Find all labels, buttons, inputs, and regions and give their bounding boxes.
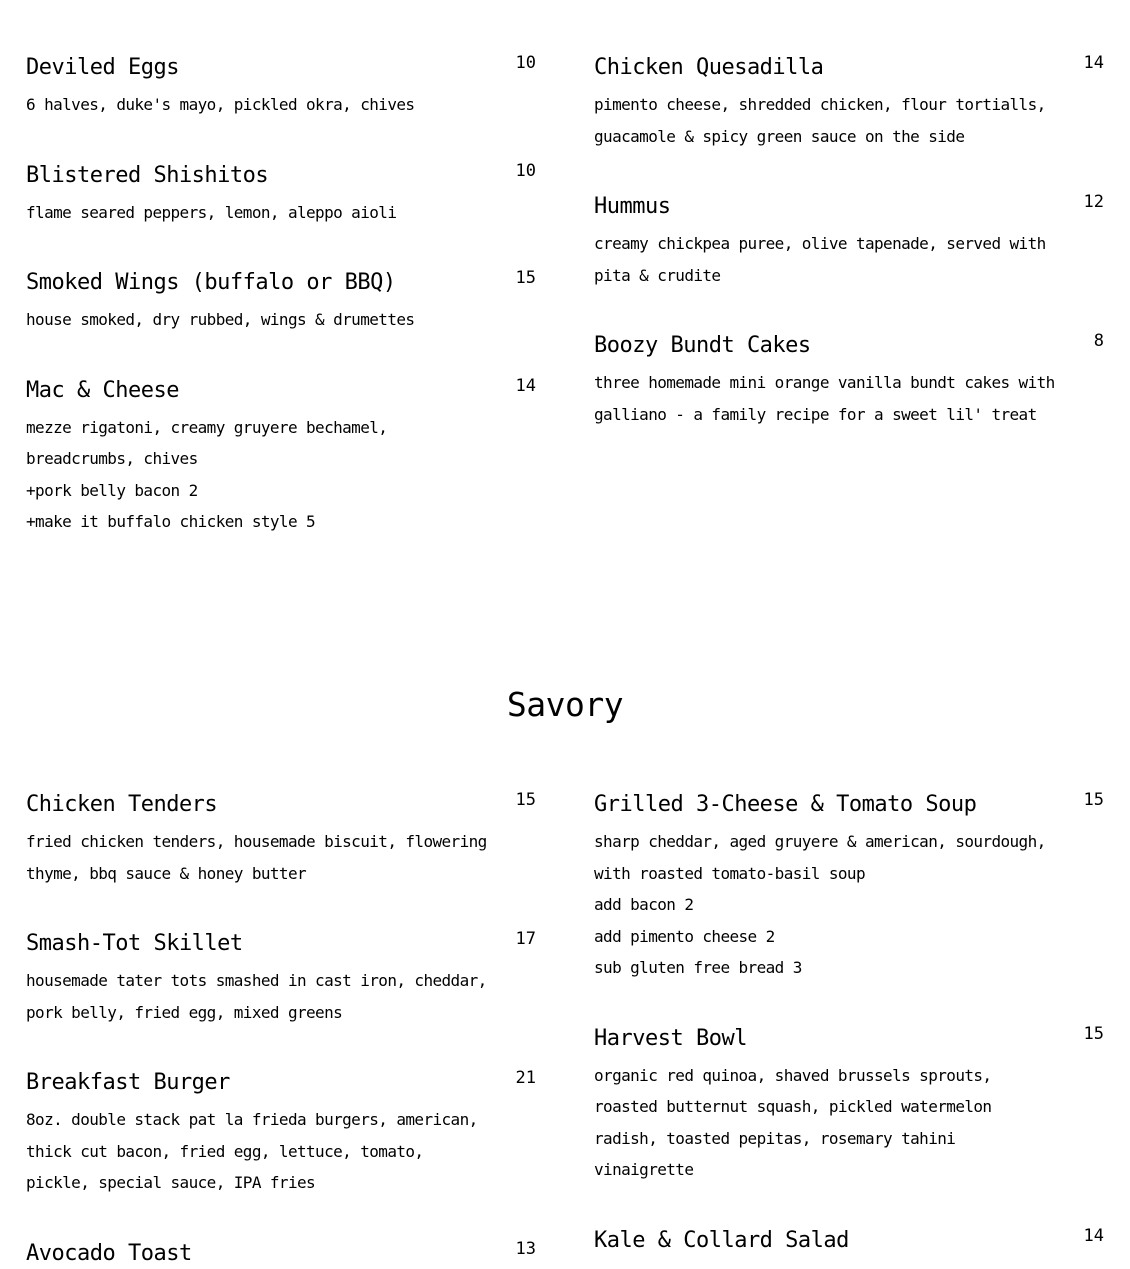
menu-item: [26, 1239, 536, 1269]
description-line: radish, toasted pepitas, rosemary tahini: [594, 1128, 956, 1148]
item-name: Avocado Toast: [26, 1240, 192, 1266]
item-price: 14: [515, 375, 536, 396]
item-price: 10: [515, 53, 536, 73]
item-price: 15: [1083, 1023, 1104, 1044]
top-left-column: [26, 0, 536, 538]
section-title-savory: Savory: [506, 685, 624, 724]
item-name: Deviled Eggs: [26, 55, 179, 80]
item-description: [594, 826, 1064, 984]
description-line: house smoked, dry rubbed, wings & drumettes: [26, 310, 415, 329]
menu-item: [26, 929, 536, 1028]
description-line: +make it buffalo chicken style 5: [26, 512, 316, 531]
item-name: Kale & Collard Salad: [594, 1227, 849, 1253]
menu-item: [26, 376, 536, 538]
savory-left-column: [26, 790, 536, 1269]
item-price: 14: [1083, 53, 1104, 73]
item-description: [26, 1104, 496, 1199]
description-line: pimento cheese, shredded chicken, flour tortialls,: [594, 95, 1046, 114]
description-line: fried chicken tenders, housemade biscuit, flowering: [26, 832, 487, 851]
menu-item: [26, 1068, 536, 1199]
description-line: flame seared peppers, lemon, aleppo aioli: [26, 202, 397, 222]
description-line: organic red quinoa, shaved brussels sprouts,: [594, 1065, 992, 1085]
description-line: vinaigrette: [594, 1160, 694, 1179]
item-name: Hummus: [594, 194, 671, 219]
item-description: [26, 826, 496, 889]
description-line: pita & crudite: [594, 265, 721, 285]
description-line: add pimento cheese 2: [594, 926, 775, 946]
menu-item: [26, 790, 536, 889]
description-line: 6 halves, duke's mayo, pickled okra, chives: [26, 95, 415, 114]
item-name: Mac & Cheese: [26, 377, 179, 403]
menu-item: [594, 1226, 1104, 1256]
description-line: housemade tater tots smashed in cast iron, cheddar,: [26, 971, 487, 990]
savory-right-column: [594, 790, 1104, 1256]
item-description: [26, 304, 496, 336]
description-line: pork belly, fried egg, mixed greens: [26, 1002, 343, 1022]
description-line: sharp cheddar, aged gruyere & american, sourdough,: [594, 832, 1046, 851]
description-line: three homemade mini orange vanilla bundt cakes with: [594, 373, 1055, 392]
item-price: 14: [1083, 1225, 1104, 1246]
description-line: mezze rigatoni, creamy gruyere bechamel,: [26, 417, 388, 437]
description-line: breadcrumbs, chives: [26, 449, 198, 468]
description-line: galliano - a family recipe for a sweet lil' treat: [594, 404, 1037, 424]
menu-item: [594, 331, 1104, 430]
description-line: pickle, special sauce, IPA fries: [26, 1173, 316, 1192]
item-price: 17: [515, 929, 536, 949]
item-description: [26, 965, 496, 1028]
menu-item: [26, 53, 536, 121]
description-line: +pork belly bacon 2: [26, 480, 198, 500]
description-line: creamy chickpea puree, olive tapenade, served with: [594, 234, 1046, 253]
item-name: Chicken Quesadilla: [594, 55, 824, 80]
item-name: Breakfast Burger: [26, 1070, 230, 1095]
item-name: Harvest Bowl: [594, 1025, 747, 1051]
item-description: [594, 228, 1064, 291]
item-price: 15: [515, 790, 536, 810]
item-name: Blistered Shishitos: [26, 162, 269, 188]
item-description: [26, 197, 496, 229]
item-name: Smoked Wings (buffalo or BBQ): [26, 270, 396, 295]
item-name: Smash-Tot Skillet: [26, 931, 243, 956]
description-line: 8oz. double stack pat la frieda burgers, american,: [26, 1110, 478, 1129]
menu-item: [594, 192, 1104, 291]
item-description: [26, 89, 496, 121]
description-line: add bacon 2: [594, 895, 694, 914]
menu-item: [594, 790, 1104, 984]
item-price: 12: [1083, 192, 1104, 212]
description-line: sub gluten free bread 3: [594, 958, 802, 977]
description-line: guacamole & spicy green sauce on the side: [594, 126, 965, 146]
menu-item: [594, 1024, 1104, 1186]
description-line: roasted butternut squash, pickled watermelon: [594, 1097, 992, 1116]
item-price: 15: [1083, 790, 1104, 810]
item-price: 10: [515, 160, 536, 181]
item-name: Grilled 3-Cheese & Tomato Soup: [594, 792, 977, 817]
item-description: [594, 1060, 1064, 1186]
description-line: thick cut bacon, fried egg, lettuce, tomato,: [26, 1141, 424, 1161]
item-name: Chicken Tenders: [26, 792, 218, 817]
menu-item: [26, 161, 536, 229]
item-name: Boozy Bundt Cakes: [594, 333, 811, 358]
item-description: [594, 89, 1064, 152]
item-description: [26, 412, 496, 538]
item-price: 21: [515, 1068, 536, 1088]
item-description: [594, 367, 1064, 430]
menu-item: [594, 53, 1104, 152]
description-line: with roasted tomato-basil soup: [594, 863, 865, 883]
item-price: 15: [515, 268, 536, 288]
item-price: 8: [1093, 331, 1104, 351]
description-line: thyme, bbq sauce & honey butter: [26, 863, 307, 883]
item-price: 13: [515, 1238, 536, 1259]
top-right-column: [594, 0, 1104, 430]
menu-item: [26, 268, 536, 336]
